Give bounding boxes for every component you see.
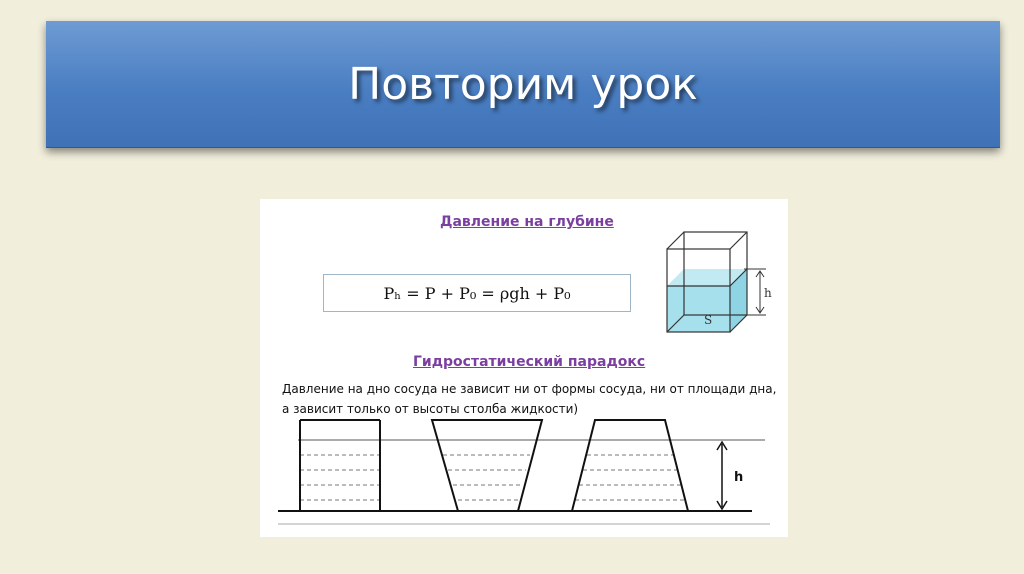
vessel-widening (432, 420, 542, 511)
vessel-narrowing (572, 420, 688, 511)
cube-vessel-diagram (660, 227, 790, 349)
title-banner (46, 21, 1000, 148)
description-line-2: а зависит только от высоты столба жидкости) (282, 402, 579, 416)
vessels-height-dimension (717, 442, 727, 509)
physics-figure (260, 199, 788, 537)
vessels-height-label: h (734, 470, 744, 485)
cube-water-front (667, 286, 730, 332)
heading-pressure-at-depth: Давление на глубине (440, 214, 614, 230)
description-line-1: Давление на дно сосуда не зависит ни от формы сосуда, ни от площади дна, (282, 382, 777, 396)
vessel-rectangular (300, 420, 380, 511)
pressure-formula (323, 274, 631, 312)
cube-area-label: S (704, 313, 713, 327)
slide-title: Повторим урок (348, 58, 698, 110)
cube-height-label: h (764, 286, 772, 300)
vessels-diagram (260, 413, 788, 537)
heading-hydrostatic-paradox: Гидростатический парадокс (413, 354, 646, 370)
formula-text: Pₕ = P + P₀ = ρgh + P₀ (383, 283, 571, 303)
liquid-dashes (300, 455, 687, 500)
